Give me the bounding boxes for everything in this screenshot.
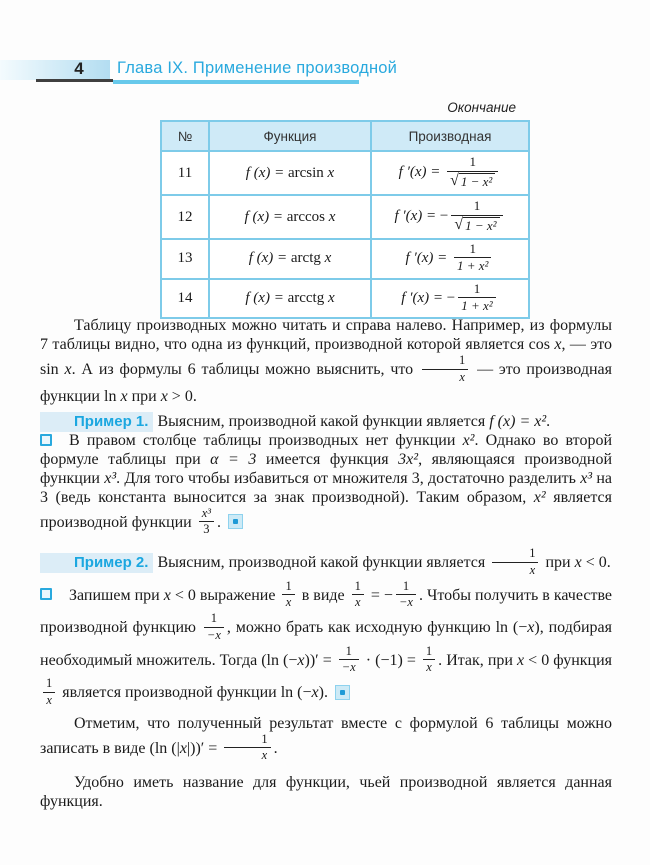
text-run: . Чтобы получить в качестве производной функцию [40,586,613,636]
fraction [43,677,55,708]
math-text: x² [462,431,475,449]
table-row [161,151,529,195]
header-dark-rule [36,79,113,82]
fraction-numerator [492,547,538,563]
fraction [352,580,364,611]
math-text: x [517,651,525,669]
math-text: f (x) = [245,289,288,306]
function-name: arcctg [287,289,328,306]
text-run: является производной функции ln (− [58,683,312,701]
text-run: . Для того чтобы избавиться от множителя 3, достаточно разделить [116,469,581,487]
function-cell [209,195,371,239]
text-run: является производной функции [40,488,613,531]
table-header-row [161,121,529,151]
solution-end-dot [233,519,238,524]
math-text: x [46,692,52,707]
page-number: 4 [74,59,84,78]
example-2-solution [40,580,612,710]
fraction-denominator [423,660,435,675]
fraction-numerator [282,580,294,596]
math-text: x³ [201,505,211,520]
function-name: arcsin [287,164,328,181]
text-run: . [546,412,551,430]
text-run: 1 [459,353,466,367]
fraction-denominator [447,172,498,189]
chapter-title: Глава IX. Применение производной [117,59,398,77]
text-run: ). [318,683,332,701]
text-run: ))′ = [304,651,336,669]
function-name: arctg [290,250,325,267]
function-cell [209,151,371,195]
fraction-denominator: 1 + x² [457,258,489,274]
text-run: , являющаяся производной функции [40,450,613,487]
sqrt-expression [450,173,495,189]
solution-end-icon [228,514,243,529]
math-text: x [285,595,292,610]
example-2-heading [40,547,612,580]
math-text: f ′(x) = [405,250,451,267]
text-run: 1 [285,578,292,593]
table-row [161,239,529,279]
table-row [161,279,529,319]
text-run: 1 [210,611,217,625]
fraction [396,580,416,611]
solution-start-icon [40,588,52,600]
text-run: . [273,739,278,757]
fraction [199,507,214,538]
text-run: , — это [561,336,613,353]
fraction-denominator [492,563,538,578]
text-run: . Однако во второй формуле таблицы при [40,431,613,468]
fraction-numerator: 1 [447,155,498,171]
math-text: x² [533,488,546,506]
text-run: Таблицу производных можно читать и справа налево. Например, из формулы 7 таблицы видно, что одна из функций, производной которой является [40,317,612,353]
math-text: f ′(x) = [401,289,447,306]
text-run: 1 [425,643,433,658]
sign: − [439,208,449,225]
math-text: x [459,369,465,384]
text-run: Удобно иметь название для функции, чьей производной является данная функция. [40,774,612,810]
fraction-numerator: 1 [451,199,502,215]
text-run: > 0. [167,387,197,405]
fraction [423,645,435,676]
math-text: f (x) = [244,208,287,225]
text-run: · (−1) = [361,651,420,669]
math-text: 3x² [398,450,419,468]
row-number: 11 [161,151,209,195]
math-text: x [179,739,187,757]
text-run: . Итак, при [438,651,517,669]
fraction-numerator [422,354,468,370]
fraction-numerator [423,645,435,661]
sqrt-icon: √ [454,215,464,233]
math-text: f (x) = [245,164,288,181]
fraction [451,199,502,233]
solution-end-icon [335,685,350,700]
row-number: 12 [161,195,209,239]
fraction-denominator [204,628,224,643]
math-text: x [328,208,336,225]
derivative-cell [371,195,529,239]
table-row [161,195,529,239]
math-text: x [64,360,72,378]
table-continuation-label: Окончание [447,100,516,115]
text-run: |))′ = [186,739,222,757]
text-run: имеется функция [256,450,399,468]
solution-end-dot [340,690,345,695]
fraction [447,155,498,189]
fraction-numerator [204,612,224,628]
math-text: x [574,553,582,571]
function-cell [209,239,371,279]
text-run: Запишем при [69,586,164,604]
math-text: x³ [104,469,117,487]
fraction-denominator [352,595,364,610]
fraction-denominator [396,595,416,610]
example-label: Пример 1. [40,412,153,432]
sqrt-expression [454,217,499,233]
text-run: в виде [297,586,349,604]
math-text: −x [206,627,221,642]
text-run: < 0. [581,553,611,571]
row-number: 13 [161,239,209,279]
math-text: x [160,387,168,405]
header-cyan-rule [113,80,359,84]
fraction-numerator [396,580,416,596]
derivatives-table [160,120,530,319]
math-text: f ′(x) = [394,208,440,225]
math-text: x [311,683,319,701]
function-cell [209,279,371,319]
text-run: — это производная функции [40,360,612,405]
text-run: 3 [203,522,210,537]
fraction-denominator: 1 + x² [461,297,493,313]
math-text: x [163,586,171,604]
math-text: x [297,651,305,669]
fraction-denominator [199,522,214,537]
fraction [492,547,538,578]
fraction [422,354,468,385]
math-text: x [527,618,535,636]
math-text: f ′(x) = [398,164,445,181]
function-name: arccos [286,208,329,225]
math-text: α = 3 [210,450,257,468]
fraction-denominator [224,748,270,763]
fraction-numerator [352,580,364,596]
closing-paragraph [40,773,612,811]
text-run: 1 [529,546,536,560]
fraction-denominator [282,595,294,610]
fraction-numerator [43,677,55,693]
fraction-numerator: 1 [458,282,495,298]
math-text: x [324,250,332,267]
text-run: при [127,387,161,405]
math-text: −x [341,660,356,675]
math-text: x [529,562,536,577]
text-run: при [541,553,575,571]
fraction-denominator [422,370,468,385]
page-body [40,316,612,811]
sign: − [446,289,456,306]
text-run: Выясним, производной какой функции является [153,412,490,430]
derivative-cell [371,239,529,279]
math-text: x [261,748,268,763]
text-run: 1 [46,676,53,690]
fraction-numerator [224,733,270,749]
math-text: x [327,164,335,181]
text-run: 1 [402,578,410,593]
text-run: 1 [354,578,361,593]
fraction [458,282,495,314]
example-1-solution [40,431,612,540]
text-run: , можно брать как исходную функцию ln (− [226,618,528,636]
text-run: = − [366,586,393,604]
math-text: x [327,289,335,306]
intro-paragraph [40,316,612,406]
text-run: В правом столбце таблицы производных нет функции [69,431,463,449]
fraction-numerator [339,645,359,661]
fraction-denominator [451,216,502,233]
text-run: 1 [345,643,352,658]
text-run: Отметим, что полученный результат вместе с формулой 6 таблицы можно записать в виде (ln (| [40,714,612,757]
math-text: x [426,660,432,675]
text-run: cos [528,336,555,353]
fraction-denominator [339,660,359,675]
fraction-denominator [43,693,55,708]
text-run: Выясним, производной какой функции является [153,553,490,571]
math-text: −x [398,595,413,610]
fraction [204,612,224,643]
col-header-derivative: Производная [371,121,529,151]
text-run: . [216,513,225,531]
fraction-numerator [199,507,214,523]
math-text: f (x) = x² [489,412,547,430]
text-run: ln [104,387,121,405]
example-label: Пример 2. [40,553,153,573]
row-number: 14 [161,279,209,319]
text-run: sin [40,360,65,378]
math-text: f (x) = [248,250,291,267]
fraction-numerator: 1 [454,242,491,258]
note-paragraph [40,714,612,766]
sqrt-icon: √ [450,171,459,189]
math-text: x [120,387,128,405]
fraction [282,580,294,611]
math-text: 1 − x² [463,217,499,233]
col-header-function: Функция [209,121,371,151]
text-run: 1 [261,731,268,746]
derivative-cell [371,151,529,195]
math-text: x [554,336,562,353]
derivative-cell [371,279,529,319]
text-run: . А из формулы 6 таблицы можно выяснить, что [71,360,420,378]
col-header-number: № [161,121,209,151]
text-run: ), подбирая необходимый множитель. Тогда (ln (− [40,618,613,669]
fraction [454,242,491,274]
math-text: x [354,595,361,610]
fraction [224,733,270,764]
text-run: < 0 выражение [170,586,280,604]
example-1-heading [40,412,612,431]
math-text: 1 − x² [459,173,495,189]
fraction [339,645,359,676]
solution-start-icon [40,434,52,446]
math-text: x³ [580,469,593,487]
text-run: < 0 функция [524,651,613,669]
text-run: на 3 (ведь константа выносится за знак производной). Таким образом, [40,469,612,506]
